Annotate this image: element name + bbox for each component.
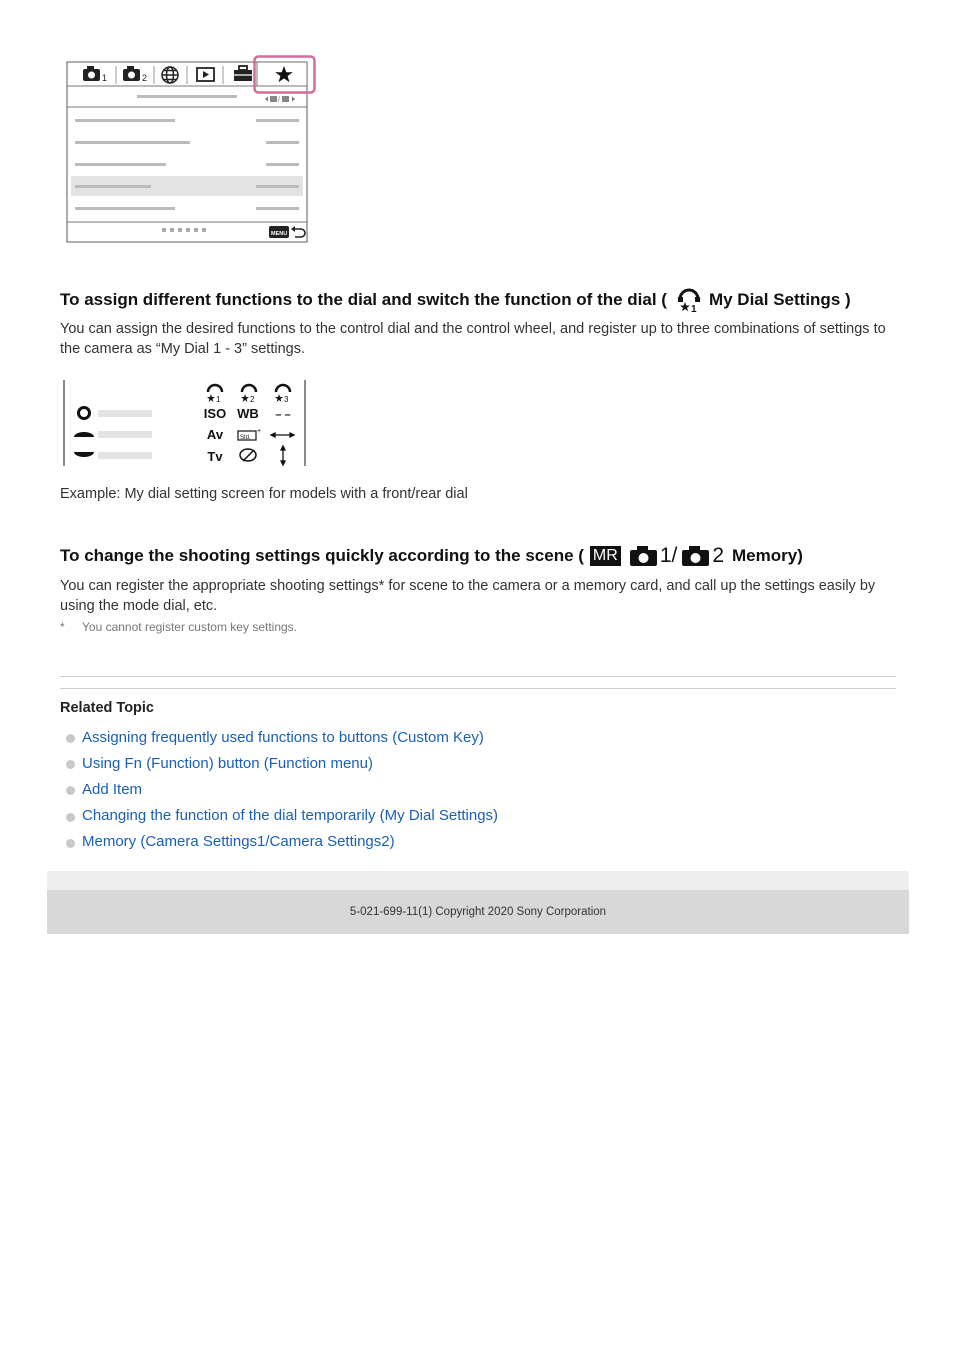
dial-row1-col1: ISO xyxy=(203,406,227,421)
related-link-my-dial[interactable]: Changing the function of the dial temporarily (My Dial Settings) xyxy=(82,807,499,825)
related-link-memory[interactable]: Memory (Camera Settings1/Camera Settings2) xyxy=(82,833,395,851)
heading-prefix: To change the shooting settings quickly according to the scene ( xyxy=(60,546,584,565)
list-item xyxy=(66,803,498,829)
memory-1-label: 1/ xyxy=(659,544,678,567)
control-wheel-icon xyxy=(79,408,90,419)
section1-body: You can assign the desired functions to the control dial and the control wheel, and register up to three combinations of settings to the camera as “My Dial 1 - 3” settings. xyxy=(60,321,886,357)
dial-figure-caption: Example: My dial setting screen for models with a front/rear dial xyxy=(60,486,468,502)
list-item xyxy=(66,776,498,802)
footer xyxy=(47,890,909,934)
bullet-icon xyxy=(66,734,75,743)
related-link-fn-button[interactable]: Using Fn (Function) button (Function menu) xyxy=(82,754,373,772)
front-dial-icon xyxy=(74,432,94,437)
dial-row1-col2: WB xyxy=(237,406,259,421)
section-heading-my-dial xyxy=(60,287,851,313)
bullet-icon xyxy=(66,813,75,822)
svg-text:1: 1 xyxy=(690,304,697,313)
list-item xyxy=(66,829,498,855)
svg-text:+: + xyxy=(257,428,262,435)
section-heading-memory xyxy=(60,544,803,568)
picture-effect-icon xyxy=(240,449,256,461)
horizontal-arrows-icon xyxy=(271,433,294,437)
copyright-text: 5-021-699-11(1) Copyright 2020 Sony Corporation xyxy=(349,906,607,918)
section2-body: You can register the appropriate shooting settings* for scene to the camera or a memory card, and call up the settings easily by using the mode dial, etc. xyxy=(60,578,876,614)
svg-text:/: / xyxy=(278,97,280,104)
footer-top-band xyxy=(47,871,909,890)
svg-text:2: 2 xyxy=(142,73,148,83)
heading-suffix: My Dial Settings ) xyxy=(708,290,851,309)
memory-2-label: 2 xyxy=(712,544,725,567)
vertical-arrows-icon xyxy=(281,446,285,465)
list-item xyxy=(66,724,498,750)
footnote-text: You cannot register custom key settings. xyxy=(82,620,298,634)
dial-row1-col3: – – xyxy=(275,409,291,421)
list-item xyxy=(66,750,498,776)
dial-row3-col1: Tv xyxy=(207,449,223,464)
footnote-mark: * xyxy=(60,620,65,634)
camera-icon xyxy=(681,544,711,568)
svg-text:3: 3 xyxy=(284,395,289,404)
svg-text:Std.: Std. xyxy=(240,435,251,441)
svg-text:2: 2 xyxy=(250,395,255,404)
related-topic-list xyxy=(66,724,498,855)
divider xyxy=(60,688,896,689)
related-link-custom-key[interactable]: Assigning frequently used functions to buttons (Custom Key) xyxy=(82,728,484,746)
menu-screen-illustration xyxy=(66,55,316,245)
creative-style-icon xyxy=(238,428,261,441)
bullet-icon xyxy=(66,839,75,848)
rear-dial-icon xyxy=(74,452,94,457)
related-link-add-item[interactable]: Add Item xyxy=(82,780,143,798)
bullet-icon xyxy=(66,760,75,769)
bullet-icon xyxy=(66,786,75,795)
footnote xyxy=(60,620,297,634)
dial-row2-col1: Av xyxy=(206,427,224,442)
my-dial-1-icon xyxy=(675,287,705,313)
svg-text:MENU: MENU xyxy=(271,231,288,237)
camera-icon xyxy=(629,544,659,568)
divider xyxy=(60,676,896,677)
heading-prefix: To assign different functions to the dial and switch the function of the dial ( xyxy=(60,290,667,309)
svg-text:1: 1 xyxy=(102,73,108,83)
related-topic-title: Related Topic xyxy=(60,700,154,716)
heading-suffix: Memory) xyxy=(732,546,803,565)
my-dial-settings-illustration xyxy=(62,378,310,470)
svg-text:1: 1 xyxy=(216,395,221,404)
memory-recall-icon: MR xyxy=(590,546,621,566)
